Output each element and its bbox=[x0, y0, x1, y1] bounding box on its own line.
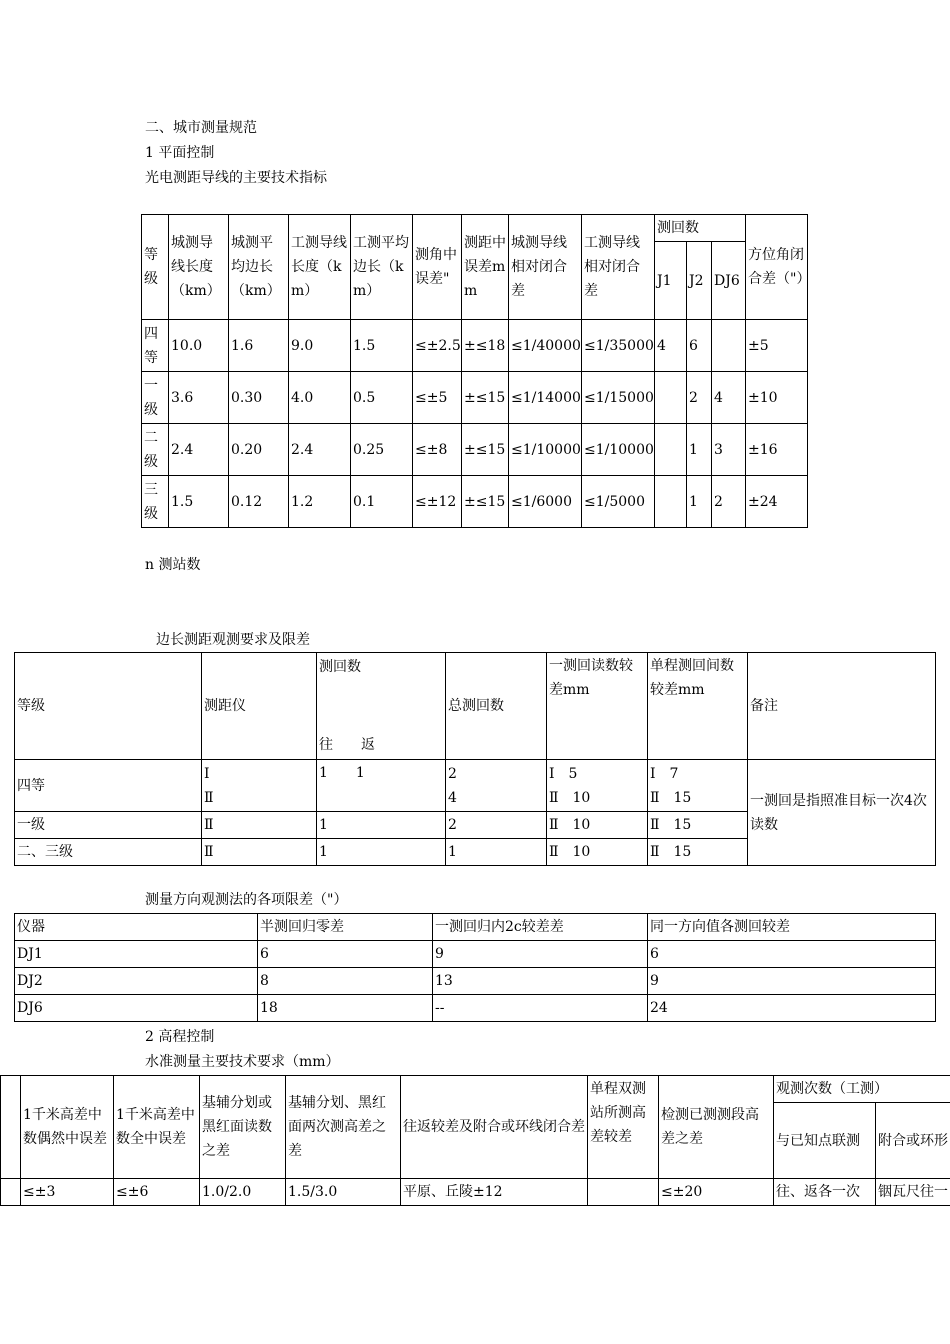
header-cell: 一测回归内2c较差差 bbox=[433, 914, 648, 941]
table2-title: 边长测距观测要求及限差 bbox=[156, 632, 310, 648]
table-cell bbox=[655, 476, 687, 528]
table-cell bbox=[655, 424, 687, 476]
table-cell: 3 bbox=[712, 424, 746, 476]
subsection-heading-2: 2 高程控制 bbox=[145, 1029, 215, 1045]
table-cell-line: 2 bbox=[448, 765, 457, 782]
table-cell: 6 bbox=[258, 941, 433, 968]
table-cell: 一级 bbox=[15, 812, 202, 839]
table-traverse-specs bbox=[141, 214, 811, 528]
table-cell: Ⅱ 15 bbox=[648, 812, 748, 839]
table-cell bbox=[1, 1179, 21, 1206]
table-cell: 1.0/2.0 bbox=[200, 1179, 286, 1206]
table-direction-observation bbox=[14, 913, 936, 1022]
header-cell: 备注 bbox=[748, 653, 936, 760]
table-cell: ±≤15 bbox=[462, 476, 509, 528]
table3-title: 测量方向观测法的各项限差（"） bbox=[145, 892, 348, 908]
table-cell: 10.0 bbox=[169, 320, 229, 372]
table-cell: 24 bbox=[648, 995, 936, 1022]
header-cell: 观测次数（工测） bbox=[774, 1076, 950, 1103]
subheader-cell: 与已知点联测 bbox=[774, 1103, 876, 1179]
table-cell: ≤1/6000 bbox=[509, 476, 582, 528]
table-cell: ≤±6 bbox=[114, 1179, 200, 1206]
table-cell: ≤±3 bbox=[21, 1179, 114, 1206]
table-cell: DJ1 bbox=[15, 941, 258, 968]
table-cell: 1 bbox=[317, 839, 446, 866]
table-cell: 1 bbox=[687, 476, 712, 528]
table-cell: ≤±5 bbox=[413, 372, 462, 424]
table-header-row bbox=[1, 1076, 950, 1103]
table-header-row bbox=[142, 215, 808, 242]
table-cell: 四等 bbox=[15, 760, 202, 812]
table-header-row bbox=[15, 653, 936, 760]
table-cell: ≤1/35000 bbox=[582, 320, 655, 372]
table-cell-line: 4 bbox=[448, 789, 457, 806]
header-cell: 等级 bbox=[142, 215, 169, 320]
header-cell: 总测回数 bbox=[446, 653, 547, 760]
table-cell: 1 bbox=[446, 839, 547, 866]
table-cell: 13 bbox=[433, 968, 648, 995]
table-cell: ≤1/40000 bbox=[509, 320, 582, 372]
header-cell: 等级 bbox=[15, 653, 202, 760]
table-cell: 二级 bbox=[142, 424, 169, 476]
header-cell: 工测平均边长（km） bbox=[351, 215, 413, 320]
table-cell: 9 bbox=[433, 941, 648, 968]
table-cell: 18 bbox=[258, 995, 433, 1022]
subsection-heading-1: 1 平面控制 bbox=[145, 145, 215, 161]
table-cell: -- bbox=[433, 995, 648, 1022]
table-cell: ±≤18 bbox=[462, 320, 509, 372]
header-cell: 测角中误差" bbox=[413, 215, 462, 320]
table-cell: Ⅱ 10 bbox=[547, 812, 648, 839]
table-cell: 2 bbox=[712, 476, 746, 528]
table-cell-line: Ⅱ bbox=[204, 789, 214, 806]
table-cell bbox=[655, 372, 687, 424]
table-cell: DJ2 bbox=[15, 968, 258, 995]
table-cell: 1.2 bbox=[289, 476, 351, 528]
table-cell: 0.20 bbox=[229, 424, 289, 476]
header-cell bbox=[1, 1076, 21, 1179]
subheader-cell: J2 bbox=[687, 242, 712, 320]
table-distance-measurement bbox=[14, 652, 936, 866]
table-cell: 2.4 bbox=[169, 424, 229, 476]
table-cell-line: Ⅱ 10 bbox=[549, 789, 591, 806]
table-cell: ±5 bbox=[746, 320, 808, 372]
table-cell: 三级 bbox=[142, 476, 169, 528]
header-cell: 城测平均边长（km） bbox=[229, 215, 289, 320]
table-cell bbox=[588, 1179, 659, 1206]
table-cell: 4.0 bbox=[289, 372, 351, 424]
table-cell bbox=[648, 760, 748, 812]
header-cell: 基辅分划或黑红面读数之差 bbox=[200, 1076, 286, 1179]
header-cell: 城测导线相对闭合差 bbox=[509, 215, 582, 320]
header-cell: 1千米高差中数偶然中误差 bbox=[21, 1076, 114, 1179]
table-cell: 6 bbox=[648, 941, 936, 968]
table-cell: 9 bbox=[648, 968, 936, 995]
table-cell: 1 bbox=[317, 812, 446, 839]
table-cell: 0.30 bbox=[229, 372, 289, 424]
table-cell: ±10 bbox=[746, 372, 808, 424]
table-cell-line: Ⅰ 5 bbox=[549, 765, 578, 782]
table-cell: ≤1/5000 bbox=[582, 476, 655, 528]
note-station-count: n 测站数 bbox=[145, 557, 201, 573]
table-cell: ≤±12 bbox=[413, 476, 462, 528]
table-cell: 1.5 bbox=[169, 476, 229, 528]
header-cell: 单程双测站所测高差较差 bbox=[588, 1076, 659, 1179]
table-leveling-requirements bbox=[0, 1075, 950, 1206]
table-cell: ≤±2.5 bbox=[413, 320, 462, 372]
table-row bbox=[15, 995, 936, 1022]
table-cell: 四等 bbox=[142, 320, 169, 372]
header-cell: 检测已测测段高差之差 bbox=[659, 1076, 774, 1179]
table-cell: 1.5 bbox=[351, 320, 413, 372]
table-row bbox=[15, 968, 936, 995]
table-cell: 4 bbox=[655, 320, 687, 372]
section-heading: 二、城市测量规范 bbox=[145, 120, 257, 136]
header-cell: 方位角闭合差（"） bbox=[746, 215, 808, 320]
table-cell: Ⅱ bbox=[202, 839, 317, 866]
table-cell: DJ6 bbox=[15, 995, 258, 1022]
table-cell: ±24 bbox=[746, 476, 808, 528]
table-cell: 1 bbox=[687, 424, 712, 476]
header-cell: 半测回归零差 bbox=[258, 914, 433, 941]
table-cell: ≤1/10000 bbox=[582, 424, 655, 476]
header-cell: 单程测回间数较差mm bbox=[648, 653, 748, 760]
table1-title: 光电测距导线的主要技术指标 bbox=[145, 170, 327, 186]
table-row bbox=[142, 476, 808, 528]
table-cell: 3.6 bbox=[169, 372, 229, 424]
table-cell: 1.6 bbox=[229, 320, 289, 372]
subheader-cell: 附合或环形 bbox=[876, 1103, 950, 1179]
table-cell: 0.12 bbox=[229, 476, 289, 528]
table-cell-line: Ⅰ 7 bbox=[650, 765, 679, 782]
table-cell-line: Ⅰ bbox=[204, 765, 210, 782]
table-cell bbox=[547, 760, 648, 812]
table-cell: ≤±8 bbox=[413, 424, 462, 476]
table-row bbox=[142, 424, 808, 476]
table-cell bbox=[712, 320, 746, 372]
table-cell: 二、三级 bbox=[15, 839, 202, 866]
table4-viewport bbox=[0, 1075, 950, 1215]
header-cell bbox=[317, 653, 446, 760]
table-cell: ≤1/15000 bbox=[582, 372, 655, 424]
table-cell: 平原、丘陵±12 bbox=[401, 1179, 588, 1206]
table-row bbox=[15, 760, 936, 812]
header-cell: 往返较差及附合或环线闭合差 bbox=[401, 1076, 588, 1179]
table4-title: 水准测量主要技术要求（mm） bbox=[145, 1054, 340, 1070]
table-cell: Ⅱ bbox=[202, 812, 317, 839]
table-cell: ±16 bbox=[746, 424, 808, 476]
table-cell: ≤±20 bbox=[659, 1179, 774, 1206]
header-cell: 工测导线长度（km） bbox=[289, 215, 351, 320]
table-cell: 4 bbox=[712, 372, 746, 424]
table-cell: 9.0 bbox=[289, 320, 351, 372]
subheader-cell: J1 bbox=[655, 242, 687, 320]
header-cell: 测距中误差mm bbox=[462, 215, 509, 320]
table-cell: 铟瓦尺往一 bbox=[876, 1179, 950, 1206]
table-cell: ≤1/10000 bbox=[509, 424, 582, 476]
table-cell: ±≤15 bbox=[462, 424, 509, 476]
subheader-cell: DJ6 bbox=[712, 242, 746, 320]
header-cell: 测距仪 bbox=[202, 653, 317, 760]
header-cell: 城测导线长度（km） bbox=[169, 215, 229, 320]
header-cell: 基辅分划、黑红面两次测高差之差 bbox=[286, 1076, 401, 1179]
table-cell: 0.1 bbox=[351, 476, 413, 528]
table-cell: 1 1 bbox=[317, 760, 446, 812]
table-cell-line: Ⅱ 15 bbox=[650, 789, 692, 806]
table-cell: 往、返各一次 bbox=[774, 1179, 876, 1206]
header-label: 往 返 bbox=[319, 737, 375, 753]
table-cell: 一级 bbox=[142, 372, 169, 424]
table-row bbox=[1, 1179, 950, 1206]
table-row bbox=[142, 320, 808, 372]
table-cell: 2 bbox=[446, 812, 547, 839]
table-cell: 6 bbox=[687, 320, 712, 372]
table-header-row bbox=[15, 914, 936, 941]
table-cell: ≤1/14000 bbox=[509, 372, 582, 424]
header-cell: 仪器 bbox=[15, 914, 258, 941]
table-cell: Ⅱ 10 bbox=[547, 839, 648, 866]
remark-cell: 一测回是指照准目标一次4次读数 bbox=[748, 760, 936, 866]
header-label: 测回数 bbox=[319, 659, 361, 675]
table-cell bbox=[202, 760, 317, 812]
table-cell: 8 bbox=[258, 968, 433, 995]
header-cell: 工测导线相对闭合差 bbox=[582, 215, 655, 320]
table-cell: 1.5/3.0 bbox=[286, 1179, 401, 1206]
header-cell: 同一方向值各测回较差 bbox=[648, 914, 936, 941]
table-cell: ±≤15 bbox=[462, 372, 509, 424]
table-cell: 0.25 bbox=[351, 424, 413, 476]
table-cell: 2 bbox=[687, 372, 712, 424]
header-cell: 测回数 bbox=[655, 215, 746, 242]
table-cell bbox=[446, 760, 547, 812]
header-cell: 一测回读数较差mm bbox=[547, 653, 648, 760]
header-cell: 1千米高差中数全中误差 bbox=[114, 1076, 200, 1179]
table-cell: 2.4 bbox=[289, 424, 351, 476]
table-cell: 0.5 bbox=[351, 372, 413, 424]
table-cell: Ⅱ 15 bbox=[648, 839, 748, 866]
table-row bbox=[142, 372, 808, 424]
table-row bbox=[15, 941, 936, 968]
